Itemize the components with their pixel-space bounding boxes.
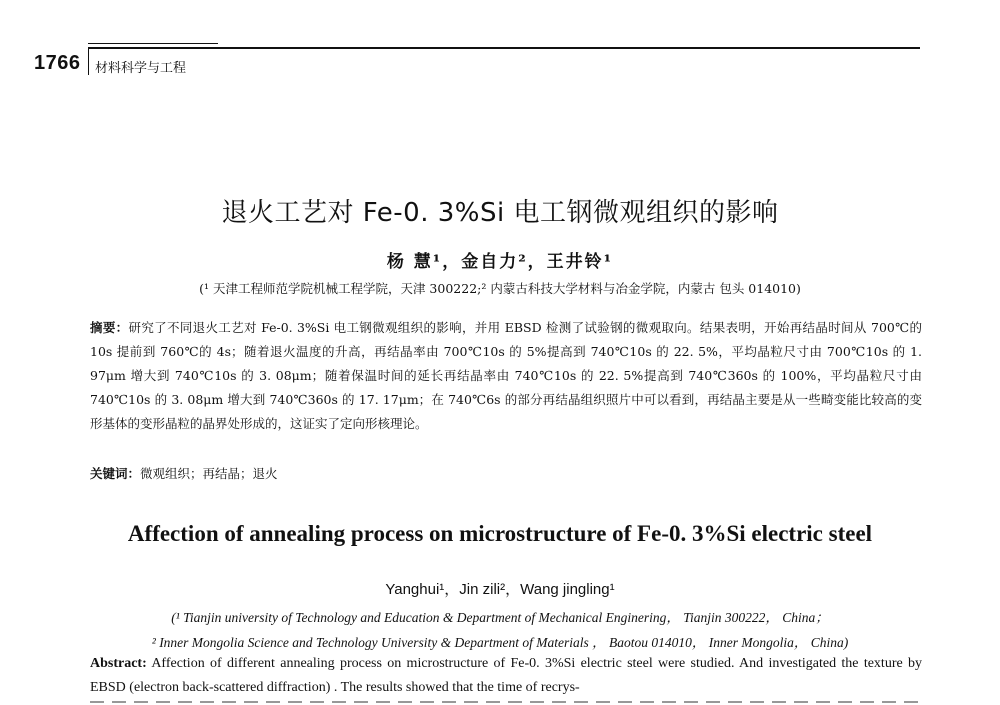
- english-abstract: [90, 652, 922, 700]
- english-abstract-text: Affection of different annealing process on microstructure of Fe-0. 3%Si electric steel were studied. And investigated the texture by EBSD (electron back-scattered diffraction) . The results showed that the time of recrys-: [90, 656, 923, 695]
- chinese-authors: 杨 慧¹，金自力²，王井铃¹: [386, 252, 614, 272]
- cropped-next-line: [90, 699, 920, 705]
- english-affiliation-1: (¹ Tianjin university of Technology and Education & Department of Mechanical Enginering， Tianjin 300222， China；: [171, 610, 829, 625]
- chinese-abstract: [90, 316, 922, 436]
- chinese-keywords: [90, 462, 922, 486]
- page-number: 1766: [34, 52, 81, 74]
- chinese-abstract-label: 摘要：: [90, 320, 129, 335]
- chinese-keywords-text: 微观组织；再结晶；退火: [140, 466, 278, 481]
- english-authors: Yanghui¹，Jin zili²，Wang jingling¹: [385, 581, 615, 598]
- journal-name: 材料科学与工程: [95, 61, 187, 76]
- chinese-title: 退火工艺对 Fe-0. 3%Si 电工钢微观组织的影响: [221, 198, 779, 228]
- header-rule: [88, 47, 920, 49]
- header-divider: [88, 47, 89, 75]
- english-title: Affection of annealing process on microstructure of Fe-0. 3%Si electric steel: [127, 521, 873, 546]
- header-rule-accent: [88, 43, 218, 44]
- english-abstract-label: Abstract:: [90, 656, 147, 671]
- english-affiliation-2: ² Inner Mongolia Science and Technology University & Department of Materials ， Baotou 014010， Inner Mongolia， China): [151, 635, 849, 650]
- chinese-keywords-label: 关键词：: [90, 466, 141, 481]
- chinese-affiliation: (¹ 天津工程师范学院机械工程学院，天津 300222;² 内蒙古科技大学材料与冶金学院，内蒙古 包头 014010): [199, 281, 801, 296]
- chinese-abstract-text: 研究了不同退火工艺对 Fe-0. 3%Si 电工钢微观组织的影响，并用 EBSD 检测了试验钢的微观取向。结果表明，开始再结晶时间从 700℃的 10s 提前到 760℃的 4s；随着退火温度的升高，再结晶率由 700℃10s 的 5%提高到 740℃10s 的 22. 5%，平均晶粒尺寸由 700℃10s 的 1. 97μm 增大到 740℃10s 的 3. 08μm；随着保温时间的延长再结晶率由 740℃10s 的 22. 5%提高到 740℃360s 的 100%，平均晶粒尺寸由 740℃10s 的 3. 08μm 增大到 740℃360s 的 17. 17μm；在 740℃6s 的部分再结晶组织照片中可以看到，再结晶主要是从一些畸变能比较高的变形基体的变形晶粒的晶界处形成的，这证实了定向形核理论。: [90, 320, 922, 431]
